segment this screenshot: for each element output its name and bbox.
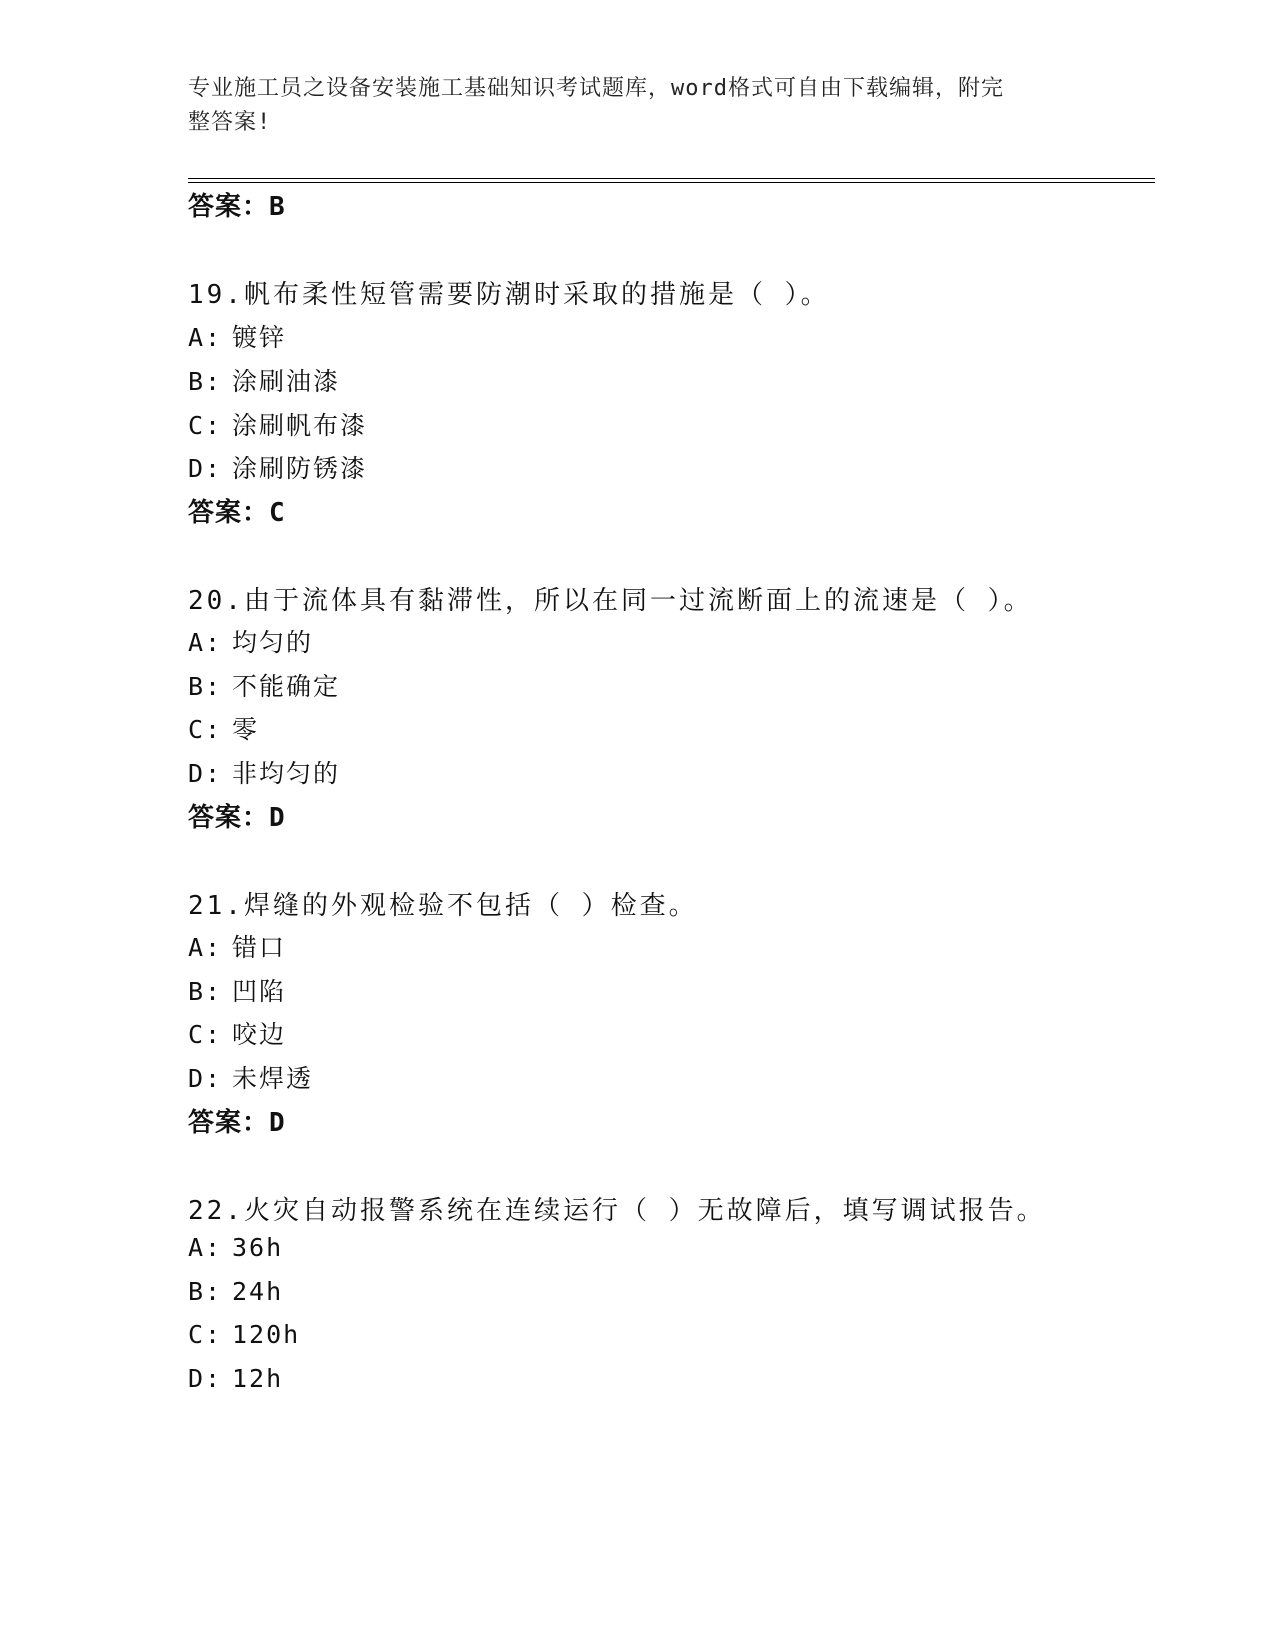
question-22-option-a [188, 1233, 283, 1262]
option-text: 36h [232, 1233, 284, 1262]
question-19-stem: 19.帆布柔性短管需要防潮时采取的措施是（ ）。 [188, 280, 830, 310]
option-letter: A: [188, 1233, 223, 1262]
question-20-option-b [188, 667, 340, 703]
answer-19: 答案：C [188, 498, 286, 528]
answer-18: 答案：B [188, 192, 286, 222]
question-19-option-c [188, 406, 367, 442]
option-letter: C: [188, 411, 223, 440]
document-header [188, 72, 1068, 140]
option-text: 涂刷油漆 [232, 367, 341, 396]
question-21-stem: 21.焊缝的外观检验不包括（ ）检查。 [188, 891, 698, 921]
option-letter: B: [188, 977, 223, 1006]
question-19-option-a [188, 318, 286, 354]
option-text: 非均匀的 [232, 759, 341, 788]
option-letter: A: [188, 933, 223, 962]
question-21-option-c [188, 1015, 286, 1051]
answer-21: 答案：D [188, 1108, 286, 1138]
option-text: 错口 [232, 933, 287, 962]
option-letter: A: [188, 628, 223, 657]
header-divider [188, 178, 1155, 183]
question-20-option-c [188, 710, 259, 746]
option-letter: C: [188, 715, 223, 744]
option-text: 24h [232, 1277, 284, 1306]
option-text: 未焊透 [232, 1064, 314, 1093]
question-20-stem: 20.由于流体具有黏滞性，所以在同一过流断面上的流速是（ ）。 [188, 586, 1033, 616]
header-line-1: 专业施工员之设备安装施工基础知识考试题库，word格式可自由下载编辑，附完 [188, 76, 1004, 101]
option-text: 凹陷 [232, 977, 287, 1006]
header-line-2: 整答案! [188, 110, 272, 135]
option-letter: C: [188, 1320, 223, 1349]
option-text: 涂刷帆布漆 [232, 411, 368, 440]
option-letter: D: [188, 454, 223, 483]
option-letter: D: [188, 759, 223, 788]
question-22-option-c [188, 1320, 300, 1349]
option-letter: B: [188, 367, 223, 396]
question-22-option-b [188, 1277, 283, 1306]
option-letter: C: [188, 1020, 223, 1049]
question-19-option-b [188, 362, 340, 398]
question-20-option-d [188, 754, 340, 790]
option-letter: D: [188, 1064, 223, 1093]
question-21-option-b [188, 972, 286, 1008]
question-21-option-d [188, 1059, 313, 1095]
option-letter: D: [188, 1364, 223, 1393]
question-20-option-a [188, 623, 313, 659]
answer-20: 答案：D [188, 803, 286, 833]
question-21-option-a [188, 928, 286, 964]
question-22-option-d [188, 1364, 283, 1393]
option-letter: B: [188, 1277, 223, 1306]
option-text: 不能确定 [232, 672, 341, 701]
option-text: 涂刷防锈漆 [232, 454, 368, 483]
option-letter: B: [188, 672, 223, 701]
option-text: 零 [232, 715, 260, 744]
option-text: 镀锌 [232, 323, 287, 352]
option-text: 咬边 [232, 1020, 287, 1049]
option-text: 均匀的 [232, 628, 314, 657]
option-text: 12h [232, 1364, 284, 1393]
option-letter: A: [188, 323, 223, 352]
option-text: 120h [232, 1320, 301, 1349]
question-22-stem: 22.火灾自动报警系统在连续运行（ ）无故障后，填写调试报告。 [188, 1196, 1046, 1226]
question-19-option-d [188, 449, 367, 485]
